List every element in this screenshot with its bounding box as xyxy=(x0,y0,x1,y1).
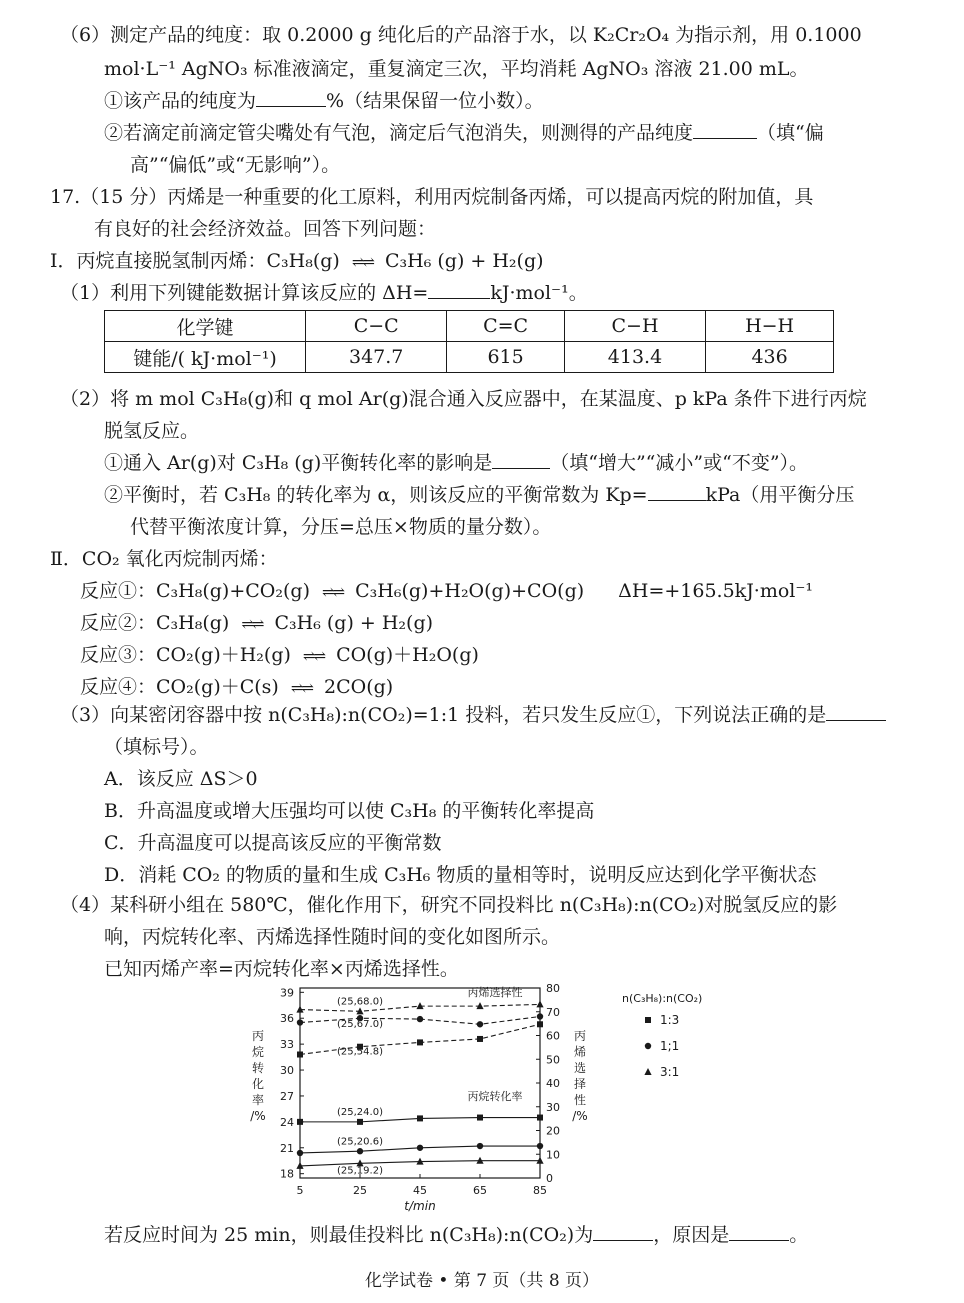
reaction-dh: ΔH=+165.5kJ·mol⁻¹ xyxy=(618,580,814,602)
table-header-cell: C−H xyxy=(564,311,705,342)
data-point-square xyxy=(477,1036,483,1042)
table-row xyxy=(105,342,834,373)
data-point-circle xyxy=(477,1021,483,1027)
reaction-1 xyxy=(80,578,813,605)
data-point-circle xyxy=(297,1019,303,1025)
part2-heading: Ⅱ．CO₂ 氧化丙烷制丙烯： xyxy=(50,548,278,570)
legend-label: 1;1 xyxy=(660,1039,680,1053)
left-tick-label: 36 xyxy=(280,1012,294,1026)
sub2-item2-text: ②平衡时，若 C₃H₈ 的转化率为 α，则该反应的平衡常数为 Kp= xyxy=(104,484,648,506)
eq-lhs: C₃H₈(g) xyxy=(266,250,340,272)
right-axis-label-char: 选 xyxy=(573,1061,587,1075)
answer-blank[interactable] xyxy=(826,702,886,721)
right-tick-label: 20 xyxy=(546,1124,560,1138)
x-tick-label: 45 xyxy=(413,1184,427,1197)
data-point-triangle xyxy=(644,1068,651,1075)
right-tick-label: 80 xyxy=(546,982,560,995)
table-header-row xyxy=(105,311,834,342)
selectivity-group-label: 丙烯选择性 xyxy=(467,986,523,999)
right-axis-label-char: 择 xyxy=(573,1077,587,1091)
reaction-lhs: C₃H₈(g) xyxy=(156,612,230,634)
table-cell: 413.4 xyxy=(564,342,705,373)
right-axis-label-char: /% xyxy=(572,1109,588,1123)
data-point-square xyxy=(297,1052,303,1058)
sub2-item2-cont: 代替平衡浓度计算，分压=总压×物质的量分数）。 xyxy=(130,516,552,538)
sub4-q-mid: ，原因是 xyxy=(653,1224,730,1246)
left-axis-label-char: 化 xyxy=(251,1077,265,1091)
right-tick-label: 50 xyxy=(546,1053,560,1067)
left-axis-label-char: 率 xyxy=(251,1093,265,1107)
x-tick-label: 5 xyxy=(296,1184,304,1197)
x-axis-label: t/min xyxy=(404,1199,436,1213)
conversion-group-label: 丙烷转化率 xyxy=(467,1090,523,1103)
sub4-question xyxy=(104,1222,808,1248)
answer-blank[interactable] xyxy=(729,1222,789,1241)
reaction-label: 反应①： xyxy=(80,580,157,602)
data-label: (25,19.2) xyxy=(337,1165,383,1177)
reaction-lhs: CO₂(g)＋C(s) xyxy=(156,676,279,698)
data-point-circle xyxy=(417,1145,423,1151)
legend-title: n(C₃H₈):n(CO₂) xyxy=(622,992,703,1005)
left-tick-label: 21 xyxy=(280,1141,294,1155)
data-point-square xyxy=(477,1115,483,1121)
table-header-cell: C−C xyxy=(306,311,447,342)
equilibrium-arrow-icon: ⇌⇌ xyxy=(351,253,373,271)
q17-line2: 有良好的社会经济效益。回答下列问题： xyxy=(94,218,437,240)
reaction-rhs: C₃H₆ (g) + H₂(g) xyxy=(274,612,434,634)
data-point-circle xyxy=(645,1043,651,1049)
reaction-rhs: C₃H₆(g)+H₂O(g)+CO(g) xyxy=(355,580,585,602)
page-footer: 化学试卷 • 第 7 页（共 8 页） xyxy=(364,1271,600,1291)
sub2-item1-tail: （填“增大”“减小”或“不变”）。 xyxy=(550,452,809,474)
data-point-circle xyxy=(417,1016,423,1022)
left-axis-label-char: /% xyxy=(250,1109,266,1123)
sub1-unit: kJ·mol⁻¹。 xyxy=(490,282,588,304)
q6-line1: （6）测定产品的纯度：取 0.2000 g 纯化后的产品溶于水，以 K₂Cr₂O₄ 为指示剂，用 0.1000 xyxy=(60,24,862,46)
data-point-square xyxy=(417,1115,423,1121)
table-header-cell: 化学键 xyxy=(105,311,306,342)
sub2-line2: 脱氢反应。 xyxy=(104,420,200,442)
sub4-line2: 响，丙烷转化率、丙烯选择性随时间的变化如图所示。 xyxy=(104,926,561,948)
sub2-item2-tail: kPa（用平衡分压 xyxy=(705,484,855,506)
sub2-line1: （2）将 m mol C₃H₈(g)和 q mol Ar(g)混合通入反应器中，在某温度、p kPa 条件下进行丙烷 xyxy=(60,388,867,410)
data-point-triangle xyxy=(536,1000,543,1007)
right-axis-label-char: 丙 xyxy=(573,1029,587,1043)
q6-sub1-tail: %（结果保留一位小数）。 xyxy=(326,90,544,112)
data-point-circle xyxy=(537,1013,543,1019)
sub1-line xyxy=(60,280,588,306)
table-cell: 键能/( kJ·mol⁻¹) xyxy=(105,342,306,373)
data-label: (25,68.0) xyxy=(337,996,383,1008)
sub3-text: （3）向某密闭容器中按 n(C₃H₈):n(CO₂)=1:1 投料，若只发生反应①，下列说法正确的是 xyxy=(60,704,827,726)
legend-label: 3:1 xyxy=(660,1065,680,1079)
series-line xyxy=(300,1024,540,1054)
table-header-cell: H−H xyxy=(706,311,834,342)
reaction-2 xyxy=(80,610,433,637)
sub1-text: （1）利用下列键能数据计算该反应的 ΔH= xyxy=(60,282,429,304)
data-point-square xyxy=(645,1017,651,1023)
q6-sub1 xyxy=(104,88,544,114)
data-label: (25,24.0) xyxy=(337,1106,383,1118)
option-c: C．升高温度可以提高该反应的平衡常数 xyxy=(104,832,442,854)
part1-heading xyxy=(50,248,544,275)
left-axis-label-char: 丙 xyxy=(251,1029,265,1043)
table-cell: 615 xyxy=(447,342,564,373)
sub4-line3: 已知丙烯产率=丙烷转化率×丙烯选择性。 xyxy=(104,958,459,980)
table-cell: 436 xyxy=(706,342,834,373)
left-tick-label: 33 xyxy=(280,1038,294,1052)
option-b: B．升高温度或增大压强均可以使 C₃H₈ 的平衡转化率提高 xyxy=(104,800,595,822)
reaction-lhs: C₃H₈(g)+CO₂(g) xyxy=(156,580,310,602)
equilibrium-arrow-icon: ⇌⇌ xyxy=(290,679,312,697)
part1-head: I．丙烷直接脱氢制丙烯： xyxy=(50,250,267,272)
sub4-line1: （4）某科研小组在 580℃，催化作用下，研究不同投料比 n(C₃H₈):n(CO₂)对脱氢反应的影 xyxy=(60,894,838,916)
table-cell: 347.7 xyxy=(306,342,447,373)
equilibrium-arrow-icon: ⇌⇌ xyxy=(241,615,263,633)
sub2-item2 xyxy=(104,482,854,508)
right-tick-label: 40 xyxy=(546,1077,560,1090)
q6-sub1-text: ①该产品的纯度为 xyxy=(104,90,257,112)
table-header-cell: C=C xyxy=(447,311,564,342)
x-tick-label: 25 xyxy=(353,1184,367,1197)
legend-label: 1:3 xyxy=(660,1013,680,1027)
right-axis-label-char: 烯 xyxy=(573,1045,587,1059)
answer-blank[interactable] xyxy=(256,88,326,107)
answer-blank[interactable] xyxy=(492,450,550,469)
q6-sub2-text: ②若滴定前滴定管尖嘴处有气泡，滴定后气泡消失，则测得的产品纯度 xyxy=(104,122,694,144)
reaction-label: 反应②： xyxy=(80,612,157,634)
right-axis-label-char: 性 xyxy=(573,1093,587,1107)
eq-rhs: C₃H₆ (g) + H₂(g) xyxy=(384,250,544,272)
left-tick-label: 39 xyxy=(280,986,294,1000)
data-point-circle xyxy=(477,1143,483,1149)
sub3-line2: （填标号）。 xyxy=(104,736,209,758)
answer-blank[interactable] xyxy=(593,1222,653,1241)
left-axis-label-char: 烷 xyxy=(251,1045,265,1059)
left-axis-label-char: 转 xyxy=(251,1061,265,1075)
sub2-item1-text: ①通入 Ar(g)对 C₃H₈ (g)平衡转化率的影响是 xyxy=(104,452,493,474)
sub4-q-text: 若反应时间为 25 min，则最佳投料比 n(C₃H₈):n(CO₂)为 xyxy=(104,1224,594,1246)
sub2-item1 xyxy=(104,450,808,476)
q6-line2: mol·L⁻¹ AgNO₃ 标准液滴定，重复滴定三次，平均消耗 AgNO₃ 溶液 21.00 mL。 xyxy=(104,58,809,80)
sub4-q-end: 。 xyxy=(789,1224,809,1246)
left-tick-label: 18 xyxy=(280,1167,294,1181)
q6-sub2-cont: 高”“偏低”或“无影响”）。 xyxy=(130,154,341,176)
data-label: (25,54.8) xyxy=(337,1046,383,1058)
q6-sub2-tail: （填“偏 xyxy=(757,122,824,144)
x-tick-label: 65 xyxy=(473,1184,487,1197)
reaction-3 xyxy=(80,642,479,669)
data-point-circle xyxy=(357,1148,363,1154)
reaction-label: 反应④： xyxy=(80,676,157,698)
answer-blank[interactable] xyxy=(428,280,490,299)
data-point-triangle xyxy=(296,1006,303,1013)
bond-energy-table xyxy=(104,310,834,373)
data-label: (25,67.0) xyxy=(337,1018,383,1030)
data-label: (25,20.6) xyxy=(337,1136,383,1148)
conversion-selectivity-chart xyxy=(240,978,730,1218)
reaction-lhs: CO₂(g)＋H₂(g) xyxy=(156,644,291,666)
right-tick-label: 70 xyxy=(546,1005,560,1019)
q6-sub2 xyxy=(104,120,824,146)
equilibrium-arrow-icon: ⇌⇌ xyxy=(302,647,325,665)
reaction-rhs: 2CO(g) xyxy=(324,676,394,698)
reaction-rhs: CO(g)＋H₂O(g) xyxy=(336,644,479,666)
reaction-4 xyxy=(80,674,393,701)
data-point-circle xyxy=(537,1143,543,1149)
right-tick-label: 0 xyxy=(546,1172,553,1185)
option-d: D．消耗 CO₂ 的物质的量和生成 C₃H₆ 物质的量相等时，说明反应达到化学平衡状态 xyxy=(104,864,817,886)
x-tick-label: 85 xyxy=(533,1184,547,1197)
answer-blank[interactable] xyxy=(648,482,706,501)
right-tick-label: 30 xyxy=(546,1100,560,1114)
left-tick-label: 30 xyxy=(280,1064,294,1078)
left-tick-label: 27 xyxy=(280,1089,294,1103)
data-point-square xyxy=(357,1119,363,1125)
q17-line1: 17.（15 分）丙烯是一种重要的化工原料，利用丙烷制备丙烯，可以提高丙烷的附加值，具 xyxy=(50,186,814,208)
data-point-square xyxy=(537,1115,543,1121)
right-tick-label: 60 xyxy=(546,1029,560,1043)
equilibrium-arrow-icon: ⇌⇌ xyxy=(321,583,344,601)
data-point-square xyxy=(537,1021,543,1027)
right-tick-label: 10 xyxy=(546,1148,560,1162)
left-tick-label: 24 xyxy=(280,1115,294,1129)
sub3-line1 xyxy=(60,702,886,728)
option-a: A．该反应 ΔS＞0 xyxy=(104,768,258,790)
reaction-label: 反应③： xyxy=(80,644,157,666)
data-point-square xyxy=(297,1119,303,1125)
data-point-square xyxy=(417,1039,423,1045)
data-point-circle xyxy=(297,1150,303,1156)
answer-blank[interactable] xyxy=(693,120,757,139)
